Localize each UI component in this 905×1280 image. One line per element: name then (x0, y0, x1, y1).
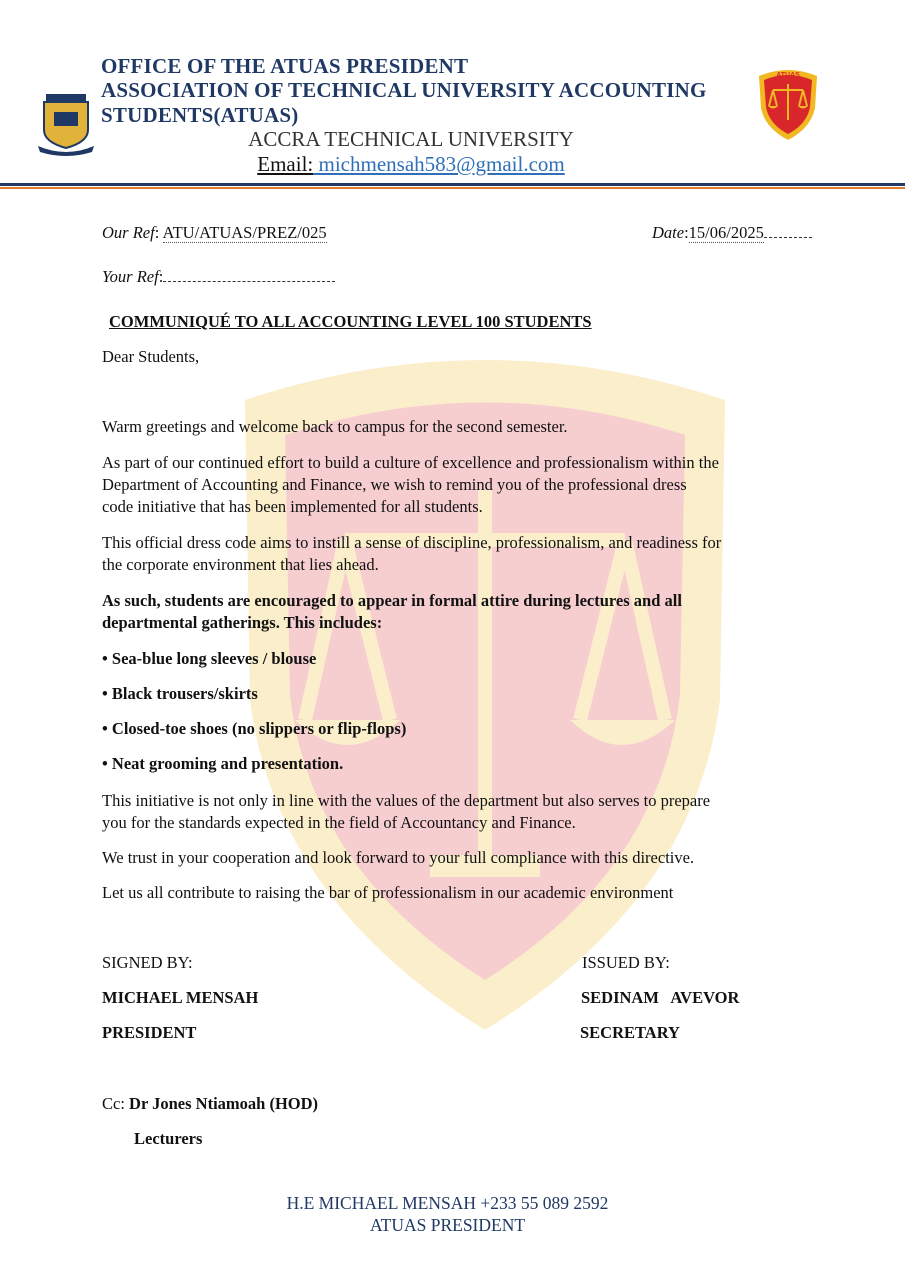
date-dotted-line (764, 223, 812, 238)
email-label: Email: (257, 152, 314, 176)
signed-by-title: PRESIDENT (102, 1023, 197, 1042)
paragraph-line: the corporate environment that lies ahead. (102, 555, 379, 574)
dress-code-item: • Black trousers/skirts (102, 684, 258, 703)
header-rule-navy (0, 183, 905, 186)
your-ref-dotted-line (163, 267, 335, 282)
our-ref-value: ATU/ATUAS/PREZ/025 (162, 223, 327, 242)
header-office: OFFICE OF THE ATUAS PRESIDENT (101, 54, 469, 78)
atuas-shield-logo (755, 62, 821, 142)
footer-title: ATUAS PRESIDENT (369, 1215, 526, 1235)
issued-by-label: ISSUED BY: (582, 953, 670, 972)
cc-label: Cc: (102, 1094, 125, 1113)
signed-by-name: MICHAEL MENSAH (102, 988, 259, 1007)
cc-line (102, 1094, 318, 1114)
university-crest-logo (34, 88, 98, 156)
emphasis-line: departmental gatherings. This includes: (102, 613, 383, 632)
dress-code-item: • Neat grooming and presentation. (102, 754, 344, 773)
watermark-shield (215, 340, 755, 1040)
your-ref-line: Your Ref: (102, 266, 335, 288)
date-line: Date:15/06/2025 (652, 222, 812, 244)
our-ref-line: Our Ref: ATU/ATUAS/PREZ/025 (102, 223, 327, 242)
header-email-line (101, 152, 721, 177)
cc-lecturers: Lecturers (134, 1129, 203, 1148)
dress-code-item: • Sea-blue long sleeves / blouse (102, 649, 317, 668)
cc-hod: Dr Jones Ntiamoah (HOD) (129, 1094, 319, 1113)
paragraph-line: Warm greetings and welcome back to campus for the second semester. (102, 417, 568, 436)
paragraph-line: Department of Accounting and Finance, we wish to remind you of the professional dress (102, 475, 687, 494)
your-ref-label: Your Ref (102, 267, 159, 286)
header-students: STUDENTS(ATUAS) (101, 103, 299, 127)
issued-by-title: SECRETARY (580, 1023, 680, 1042)
communique-title: COMMUNIQUÉ TO ALL ACCOUNTING LEVEL 100 STUDENTS (109, 312, 592, 331)
header-rule-orange (0, 187, 905, 189)
header-university: ACCRA TECHNICAL UNIVERSITY (248, 127, 574, 151)
closing-line: Let us all contribute to raising the bar of professionalism in our academic environment (102, 883, 674, 902)
paragraph-line: As part of our continued effort to build a culture of excellence and professionalism within the (102, 453, 719, 472)
date-label: Date (652, 223, 685, 242)
paragraph-line: code initiative that has been implemented for all students. (102, 497, 483, 516)
signed-by-label: SIGNED BY: (102, 953, 193, 972)
footer-contact: H.E MICHAEL MENSAH +233 55 089 2592 (286, 1193, 609, 1213)
date-value: 15/06/2025 (688, 223, 764, 242)
issued-by-name: SEDINAM AVEVOR (581, 988, 740, 1007)
our-ref-label: Our Ref (102, 223, 155, 242)
header-association: ASSOCIATION OF TECHNICAL UNIVERSITY ACCOUNTING (101, 78, 707, 102)
closing-line: We trust in your cooperation and look forward to your full compliance with this directive. (102, 848, 695, 867)
closing-line: This initiative is not only in line with the values of the department but also serves to prepare (102, 791, 711, 810)
closing-line: you for the standards expected in the field of Accountancy and Finance. (102, 813, 576, 832)
atuas-logo-text: ATUAS (776, 72, 800, 79)
email-link[interactable]: michmensah583@gmail.com (313, 152, 565, 176)
emphasis-line: As such, students are encouraged to appear in formal attire during lectures and all (102, 591, 682, 610)
paragraph-line: This official dress code aims to instill a sense of discipline, professionalism, and readiness for (102, 533, 722, 552)
dress-code-item: • Closed-toe shoes (no slippers or flip-flops) (102, 719, 407, 738)
salutation: Dear Students, (102, 347, 200, 366)
